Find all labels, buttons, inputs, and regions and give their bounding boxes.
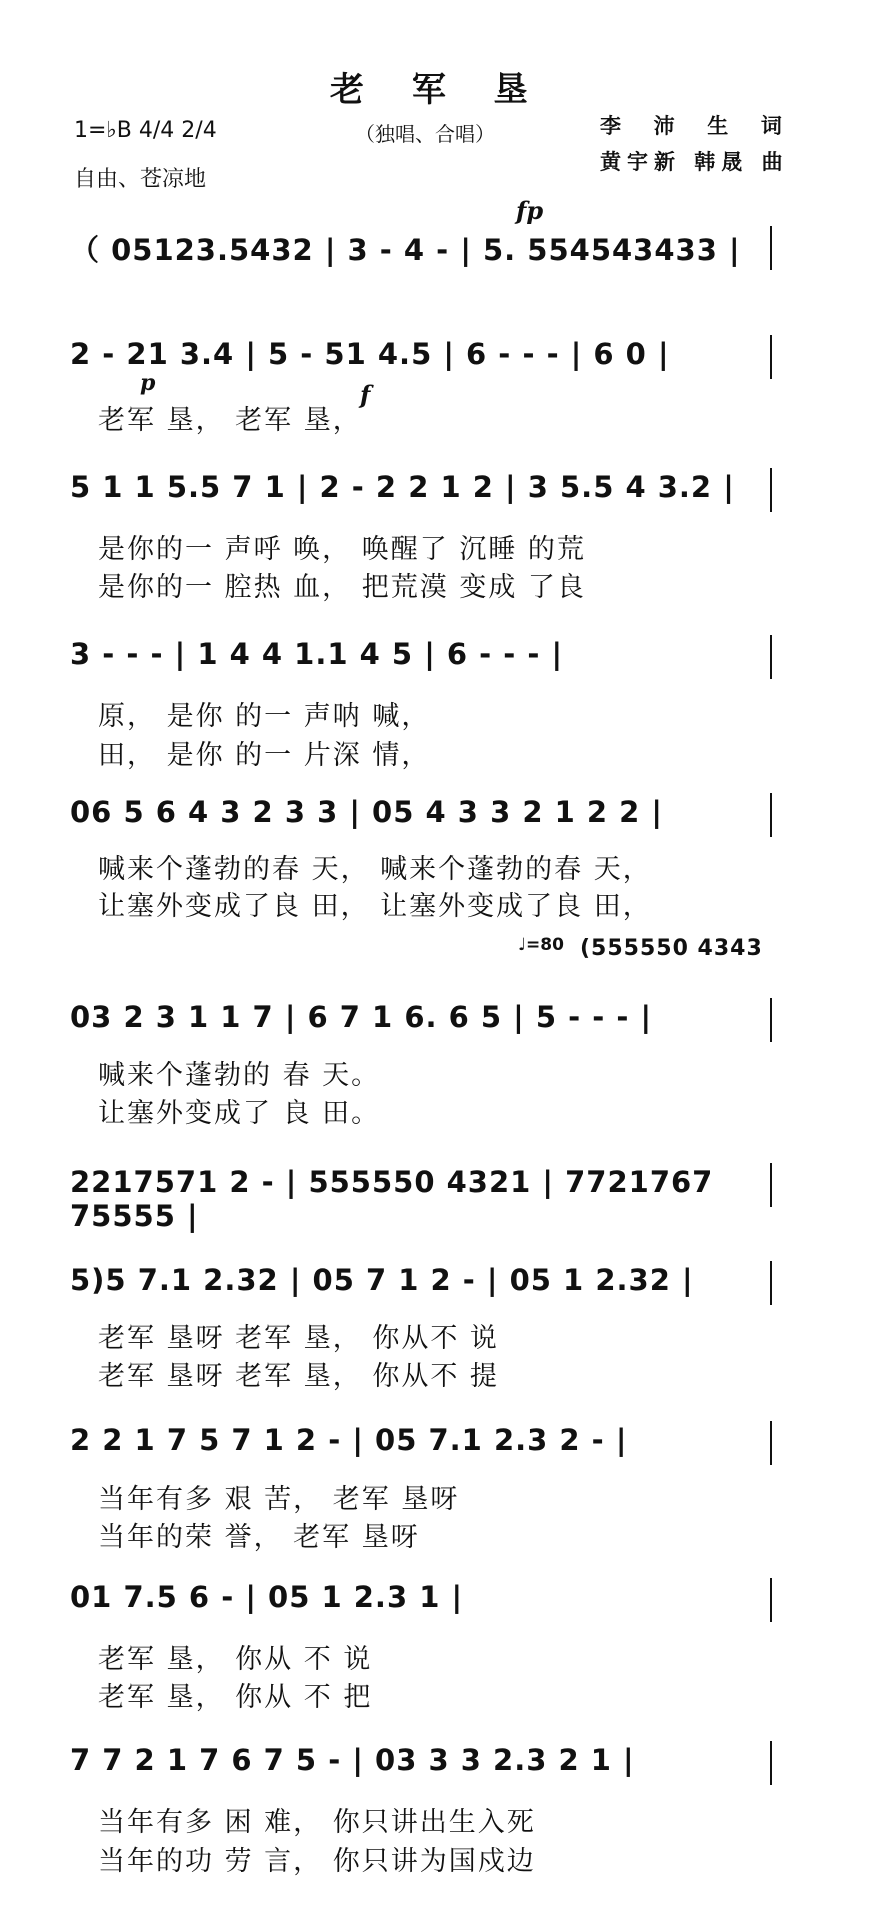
lyrics-row-5-verse-1: 喊来个蓬勃的春 天， 喊来个蓬勃的春 天， (98, 854, 652, 885)
dynamic-fp: fp (516, 196, 544, 225)
barline (770, 468, 772, 512)
lyrics-row-8-verse-1: 老军 垦呀 老军 垦， 你从不 说 (98, 1323, 499, 1354)
lyrics-row-9-verse-2: 当年的荣 誉， 老军 垦呀 (98, 1522, 420, 1553)
staff-row-11: 7 7 2 1 7 6 7 5 - | 03 3 3 2.3 2 1 | (70, 1743, 635, 1777)
key-signature: 1=♭B 4/4 2/4 (74, 118, 217, 143)
lyrics-row-2-verse-1: 老军 垦， 老军 垦， (98, 405, 362, 436)
interlude-run: (555550 4343 (580, 936, 763, 961)
barline (770, 998, 772, 1042)
performance-direction: 自由、苍凉地 (74, 167, 207, 192)
staff-row-3: 5 1 1 5.5 7 1 | 2 - 2 2 1 2 | 3 5.5 4 3.2 | (70, 470, 735, 504)
staff-row-6: 03 2 3 1 1 7 | 6 7 1 6. 6 5 | 5 - - - | (70, 1000, 653, 1034)
barline (770, 226, 772, 270)
barline (770, 1578, 772, 1622)
lyrics-row-10-verse-2: 老军 垦， 你从 不 把 (98, 1682, 373, 1713)
lyrics-row-11-verse-2: 当年的功 劳 言， 你只讲为国戍边 (98, 1846, 536, 1877)
staff-row-7: 2217571 2 - | 555550 4321 | 7721767 75555 | (70, 1165, 714, 1233)
staff-row-4: 3 - - - | 1 4 4 1.1 4 5 | 6 - - - | (70, 637, 564, 671)
staff-row-5: 06 5 6 4 3 2 3 3 | 05 4 3 3 2 1 2 2 | (70, 795, 664, 829)
barline (770, 793, 772, 837)
lyrics-row-9-verse-1: 当年有多 艰 苦， 老军 垦呀 (98, 1484, 460, 1515)
lyrics-row-4-verse-1: 原， 是你 的一 声呐 喊， (98, 701, 431, 732)
composer-credit: 黄宇新 韩晟 曲 (600, 149, 789, 174)
barline (770, 635, 772, 679)
lyrics-row-11-verse-1: 当年有多 困 难， 你只讲出生入死 (98, 1807, 536, 1838)
dynamic-f: f (360, 380, 371, 409)
dynamic-p: p (140, 370, 156, 396)
lyrics-row-6-verse-1: 喊来个蓬勃的 春 天。 (98, 1060, 381, 1091)
lyrics-row-8-verse-2: 老军 垦呀 老军 垦， 你从不 提 (98, 1361, 499, 1392)
staff-row-9: 2 2 1 7 5 7 1 2 - | 05 7.1 2.3 2 - | (70, 1423, 628, 1457)
song-title: 老 军 垦 (330, 70, 546, 110)
barline (770, 1261, 772, 1305)
barline (770, 1741, 772, 1785)
staff-row-10: 01 7.5 6 - | 05 1 2.3 1 | (70, 1580, 464, 1614)
lyrics-row-3-verse-2: 是你的一 腔热 血， 把荒漠 变成 了良 (98, 572, 586, 603)
lyrics-row-3-verse-1: 是你的一 声呼 唤， 唤醒了 沉睡 的荒 (98, 534, 586, 565)
lyricist-credit: 李 沛 生 词 (600, 113, 788, 138)
staff-row-2: 2 - 21 3.4 | 5 - 51 4.5 | 6 - - - | 6 0 | (70, 337, 670, 371)
lyrics-row-4-verse-2: 田， 是你 的一 片深 情， (98, 740, 431, 771)
lyrics-row-6-verse-2: 让塞外变成了 良 田。 (98, 1098, 381, 1129)
lyrics-row-5-verse-2: 让塞外变成了良 田， 让塞外变成了良 田， (98, 891, 652, 922)
tempo-marking: ♩=80 (518, 935, 564, 955)
lyrics-row-10-verse-1: 老军 垦， 你从 不 说 (98, 1644, 373, 1675)
staff-row-8: 5)5 7.1 2.32 | 05 7 1 2 - | 05 1 2.32 | (70, 1263, 694, 1297)
staff-row-1: （ 05123.5432 | 3 - 4 - | 5. 554543433 | (70, 233, 741, 267)
barline (770, 1421, 772, 1465)
barline (770, 335, 772, 379)
song-subtitle: （独唱、合唱） (355, 122, 495, 146)
barline (770, 1163, 772, 1207)
